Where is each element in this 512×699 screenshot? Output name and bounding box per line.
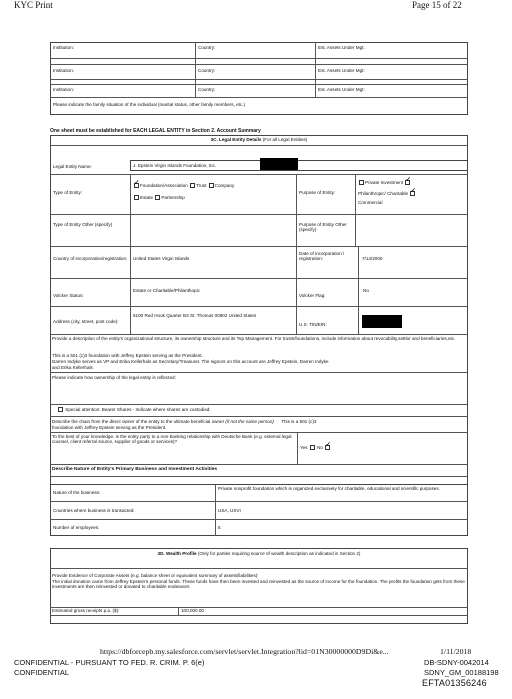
us-tin-ein-label: U.S. TIN/EIN:: [299, 322, 327, 327]
entity-type-row-1: ✓Foundation/Association Trust Company: [133, 183, 234, 188]
gross-receipts-label: Estimated gross receipts p.a. ($):: [52, 608, 120, 613]
bearer-shares-row: [57, 407, 211, 412]
section-3d-header: [50, 551, 468, 556]
institution-label: Institution:: [53, 87, 74, 92]
section-3c-title: 3C. Legal Entity Details: [210, 137, 262, 142]
one-sheet-heading: One sheet must be established for EACH LEGAL ENTITY in Section 2. Account Summary: [50, 128, 261, 134]
estate-checkbox[interactable]: [134, 195, 139, 200]
bates-number-2: SDNY_GM_00188198: [424, 668, 499, 677]
print-header-title: KYC Print: [14, 0, 53, 10]
foundation-checkbox[interactable]: [134, 183, 139, 188]
country-of-incorporation-label: Country of incorporation/registration:: [53, 256, 128, 261]
wealth-description: The initial donation came from Jeffrey Epstein's personal funds. These funds have then been invested and reinvested as the source of income for the foundation. The profits the foundation gets from these investments are then reinvested or donated to charitable endeavors: [52, 579, 465, 590]
address-value: 6100 Red Hook Quarter B3 St. Thomas 00802 United States: [133, 313, 257, 318]
efta-number: EFTA01356246: [422, 678, 487, 688]
legal-entity-name-label: Legal Entity Name:: [53, 164, 92, 169]
org-structure-line-1: This is a 501 (c)3 foundation with Jeffrey Epstein serving as the President.: [52, 353, 203, 358]
institution-assets-label: Est. Assets Under Mgt:: [318, 68, 365, 73]
legal-entity-name-value: J. Epstein Virgin Islands Foundation, Inc.: [133, 163, 217, 168]
purpose-of-entity-label: Purpose of Entity:: [299, 190, 336, 195]
volcker-status-value: Estate or Charitable/Philanthopic: [133, 288, 200, 293]
section-3c-header: [50, 137, 468, 142]
purpose-private-option: Private Investment ✓: [358, 180, 411, 185]
section-3c-subtitle: (For all Legal Entities): [262, 137, 308, 142]
page-number: Page 15 of 22: [412, 0, 462, 10]
confidential-label: CONFIDENTIAL: [14, 668, 70, 677]
institution-assets-label: Est. Assets Under Mgt:: [318, 45, 365, 50]
company-checkbox[interactable]: [209, 183, 214, 188]
section-3d-title: 3D. Wealth Profile: [157, 551, 197, 556]
family-situation-note: Please indicate the family situation of the individual (marital status, other family members, etc.): [53, 102, 245, 107]
employees-value: 5: [218, 525, 221, 530]
no-checkbox[interactable]: [325, 445, 330, 450]
bates-number-1: DB-SDNY-0042014: [424, 658, 489, 667]
date-of-incorporation-label: Date of incorporation / registration:: [299, 251, 345, 262]
yes-checkbox[interactable]: [310, 445, 315, 450]
purpose-of-entity-other-label: Purpose of Entity Other (specify): [299, 222, 347, 233]
institution-country-label: Country:: [198, 45, 216, 50]
nature-heading: Describe Nature of Entity's Primary Business and Investment Activities: [52, 467, 218, 472]
org-structure-line-3: and Erika Kellerhals: [52, 365, 93, 370]
org-structure-line-2: Darren Indyke serves as VP and Erika Kellerhals as Secretary/Treasurer. The signors on this account are Jeffrey Epstein, Darren Indyke: [52, 359, 329, 364]
bearer-shares-checkbox[interactable]: [58, 407, 63, 412]
institution-country-label: Country:: [198, 68, 216, 73]
countries-label: Countries where business is transacted:: [53, 508, 135, 513]
footer-url: https://dbforcepb.my.salesforce.com/servlet/servlet.Integration?lid=01N30000000D9Di&e...: [100, 647, 389, 656]
entity-type-row-2: Estate Partnership: [133, 195, 185, 200]
country-of-incorporation-value: United States Virgin Islands: [133, 256, 190, 261]
org-structure-prompt: Provide a description of the entity's organizational structure, its ownership structure and its Top Management. For trusts/foundations, include information about revocability,settlor and beneficiaries,etc.: [52, 336, 456, 341]
section-3d-subtitle: (Only for parties requiring source of wealth description as indicated in Section 2): [197, 551, 361, 556]
philanthropic-checkbox[interactable]: [410, 191, 415, 196]
institution-label: Institution:: [53, 45, 74, 50]
non-banking-answer: Yes No ✓: [300, 445, 331, 450]
footer-date: 1/11/2018: [440, 647, 472, 656]
private-investment-check-mark[interactable]: [405, 180, 410, 185]
type-of-entity-other-label: Type of Entity Other (specify): [53, 222, 113, 227]
date-of-incorporation-value: 7/14/2000: [362, 256, 383, 261]
employees-label: Number of employees:: [53, 525, 100, 530]
institution-country-label: Country:: [198, 87, 216, 92]
ownership-note: Please indicate how ownership of the legal entity is reflected:: [52, 375, 176, 380]
trust-checkbox[interactable]: [190, 183, 195, 188]
type-of-entity-label: Type of Entity:: [53, 190, 83, 195]
address-label: Address (city, street, post code):: [53, 319, 119, 324]
volcker-flag-label: Volcker Flag:: [299, 293, 326, 298]
nature-of-business-value: Private nonprofit foundation which is organized exclusively for charitable, educational and scientific purposes.: [218, 486, 440, 491]
private-investment-checkbox[interactable]: [359, 180, 364, 185]
non-banking-relationship-question: To the best of your knowledge, is the entity party to a non-banking relationship with Deutsche Bank (e.g. external legal counsel, client referral source, supplier of goods or services)?: [52, 434, 292, 445]
chain-value: foundation with Jeffrey Epstein serving as the President.: [52, 425, 167, 430]
partnership-checkbox[interactable]: [155, 195, 160, 200]
institution-assets-label: Est. Assets Under Mgt:: [318, 87, 365, 92]
purpose-philanthropic-option: Philanthropic/ Charitable ✓: [358, 191, 416, 196]
confidential-notice: CONFIDENTIAL - PURSUANT TO FED. R. CRIM. P. 6(e): [14, 658, 205, 667]
redaction-block: [260, 158, 298, 170]
purpose-commercial-option: Commercial: [358, 200, 383, 205]
corporate-assets-prompt: Provide Evidence of Corporate Assets (e.g. balance sheet or equivalent summary of assets/liabilities):: [52, 573, 259, 578]
nature-of-business-label: Nature of the business:: [53, 490, 101, 495]
countries-value: USA, USVI: [218, 508, 241, 513]
volcker-flag-value: No: [363, 288, 369, 293]
redaction-block: [362, 315, 402, 328]
bearer-shares-label: Special attention: Bearer Shares - Indicate where shares are custodied:: [65, 407, 211, 412]
gross-receipts-value: 100,000.00: [181, 608, 204, 613]
volcker-status-label: Volcker Status:: [53, 293, 84, 298]
institution-label: Institution:: [53, 68, 74, 73]
chain-description: Describe the chain from the direct owner of the entity to the ultimate beneficial owner (if not the same person) This is a 501 (c)3: [52, 419, 317, 424]
